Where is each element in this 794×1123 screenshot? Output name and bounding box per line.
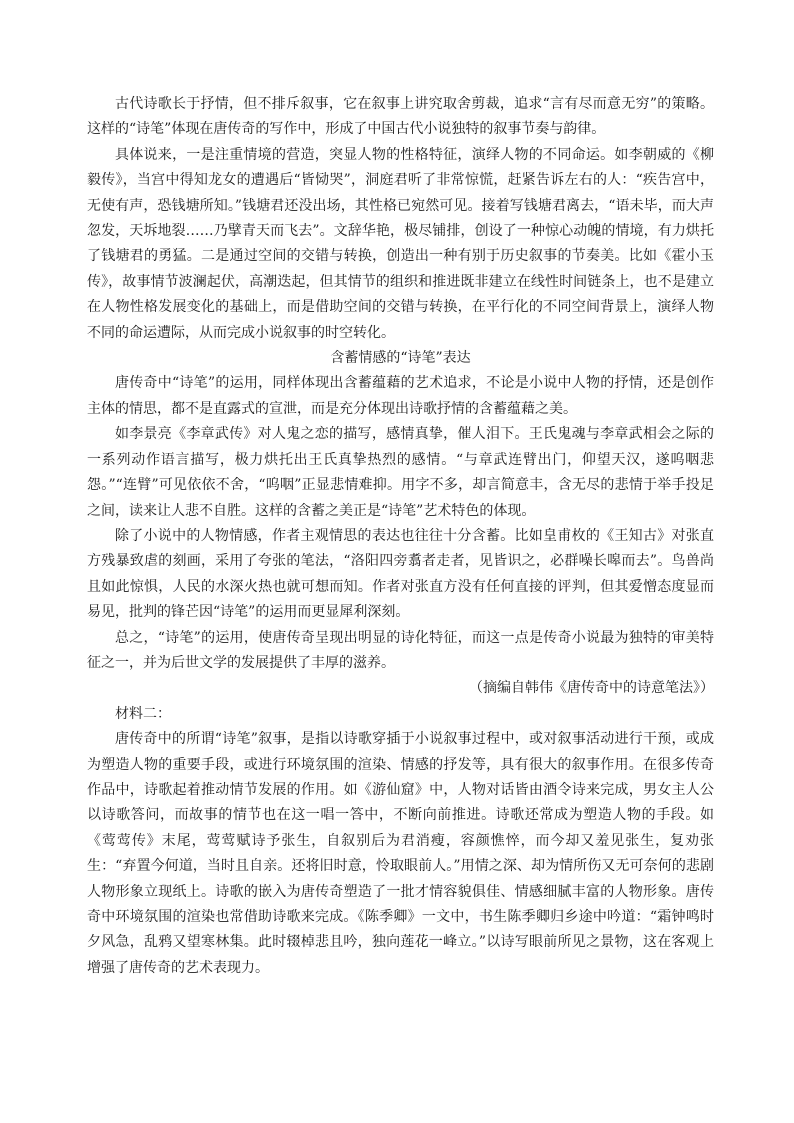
source-citation: （摘编自韩伟《唐传奇中的诗意笔法》） (469, 680, 714, 697)
paragraph-summary: 总之，“诗笔”的运用，使唐传奇呈现出明显的诗化特征，而这一点是传奇小说最为独特的审美特征之一，并为后世文学的发展提供了丰厚的滋养。 (87, 629, 714, 671)
material-two-label: 材料二： (115, 705, 171, 722)
paragraph-specifics: 具体说来，一是注重情境的营造，突显人物的性格特征，演绎人物的不同命运。如李朝威的《柳毅传》，当宫中得知龙女的遭遇后“皆恸哭”，洞庭君听了非常惊慌，赶紧告诉左右的人：“疾告宫中，无使有声，恐钱塘所知。”钱塘君还没出场，其性格已宛然可见。接着写钱塘君离去，“语未毕，而大声忽发，天坼地裂……乃擘青天而飞去”。文辞华艳，极尽铺排，创设了一种惊心动魄的情境，有力烘托了钱塘君的勇猛。二是通过空间的交错与转换，创造出一种有别于历史叙事的节奏美。比如《霍小玉传》，故事情节波澜起伏，高潮迭起，但其情节的组织和推进既非建立在线性时间链条上，也不是建立在人物性格发展变化的基础上，而是借助空间的交错与转换，在平行化的不同空间背景上，演绎人物不同的命运遭际，从而完成小说叙事的时空转化。 (87, 146, 714, 341)
paragraph-wang-zhigu: 除了小说中的人物情感，作者主观情思的表达也往往十分含蓄。比如皇甫枚的《王知古》对张直方残暴致虐的刻画，采用了夸张的笔法，“洛阳四旁翥者走者，见皆识之，必群噪长嗥而去”。鸟兽尚且如此惊惧，人民的水深火热也就可想而知。作者对张直方没有任何直接的评判，但其爱憎态度显而易见，批判的锋芒因“诗笔”的运用而更显犀利深刻。 (87, 527, 714, 621)
paragraph-intro: 古代诗歌长于抒情，但不排斥叙事，它在叙事上讲究取舍剪裁，追求“言有尽而意无穷”的策略。这样的“诗笔”体现在唐传奇的写作中，形成了中国古代小说独特的叙事节奏与韵律。 (87, 96, 714, 138)
paragraph-li-zhangwu: 如李景亮《李章武传》对人鬼之恋的描写，感情真挚，催人泪下。王氏鬼魂与李章武相会之际的一系列动作语言描写，极力烘托出王氏真挚热烈的感情。“与章武连臂出门，仰望天汉，遂呜咽悲怨。”“连臂”可见依依不舍，“呜咽”正显悲情难抑。用字不多，却言简意丰，含无尽的悲情于举手投足之间，读来让人悲不自胜。这样的含蓄之美正是“诗笔”艺术特色的体现。 (87, 426, 714, 519)
paragraph-implicit-art: 唐传奇中“诗笔”的运用，同样体现出含蓄蕴藉的艺术追求，不论是小说中人物的抒情，还是创作主体的情思，都不是直露式的宣泄，而是充分体现出诗歌抒情的含蓄蕴藉之美。 (87, 375, 714, 417)
paragraph-material-two: 唐传奇中的所谓“诗笔”叙事，是指以诗歌穿插于小说叙事过程中，或对叙事活动进行干预，或成为塑造人物的重要手段，或进行环境氛围的渲染、情感的抒发等，具有很大的叙事作用。在很多传奇作品中，诗歌起着推动情节发展的作用。如《游仙窟》中，人物对话皆由酒令诗来完成，男女主人公以诗歌答问，而故事的情节也在这一唱一答中，不断向前推进。诗歌还常成为塑造人物的手段。如《莺莺传》末尾，莺莺赋诗予张生，自叙别后为君消瘦，容颜憔悴，而今却又羞见张生，复劝张生：“弃置今何道，当时且自亲。还将旧时意，怜取眼前人。”用情之深、却为情所伤又无可奈何的悲剧人物形象立现纸上。诗歌的嵌入为唐传奇塑造了一批才情容貌俱佳、情感细腻丰富的人物形象。唐传奇中环境氛围的渲染也常借助诗歌来完成。《陈季卿》一文中，书生陈季卿归乡途中吟道：“霜钟鸣时夕风急，乱鸦又望寒林集。此时辍棹悲且吟，独向莲花一峰立。”以诗写眼前所见之景物，这在客观上增强了唐传奇的艺术表现力。 (87, 731, 714, 976)
section-heading: 含蓄情感的“诗笔”表达 (330, 350, 471, 367)
